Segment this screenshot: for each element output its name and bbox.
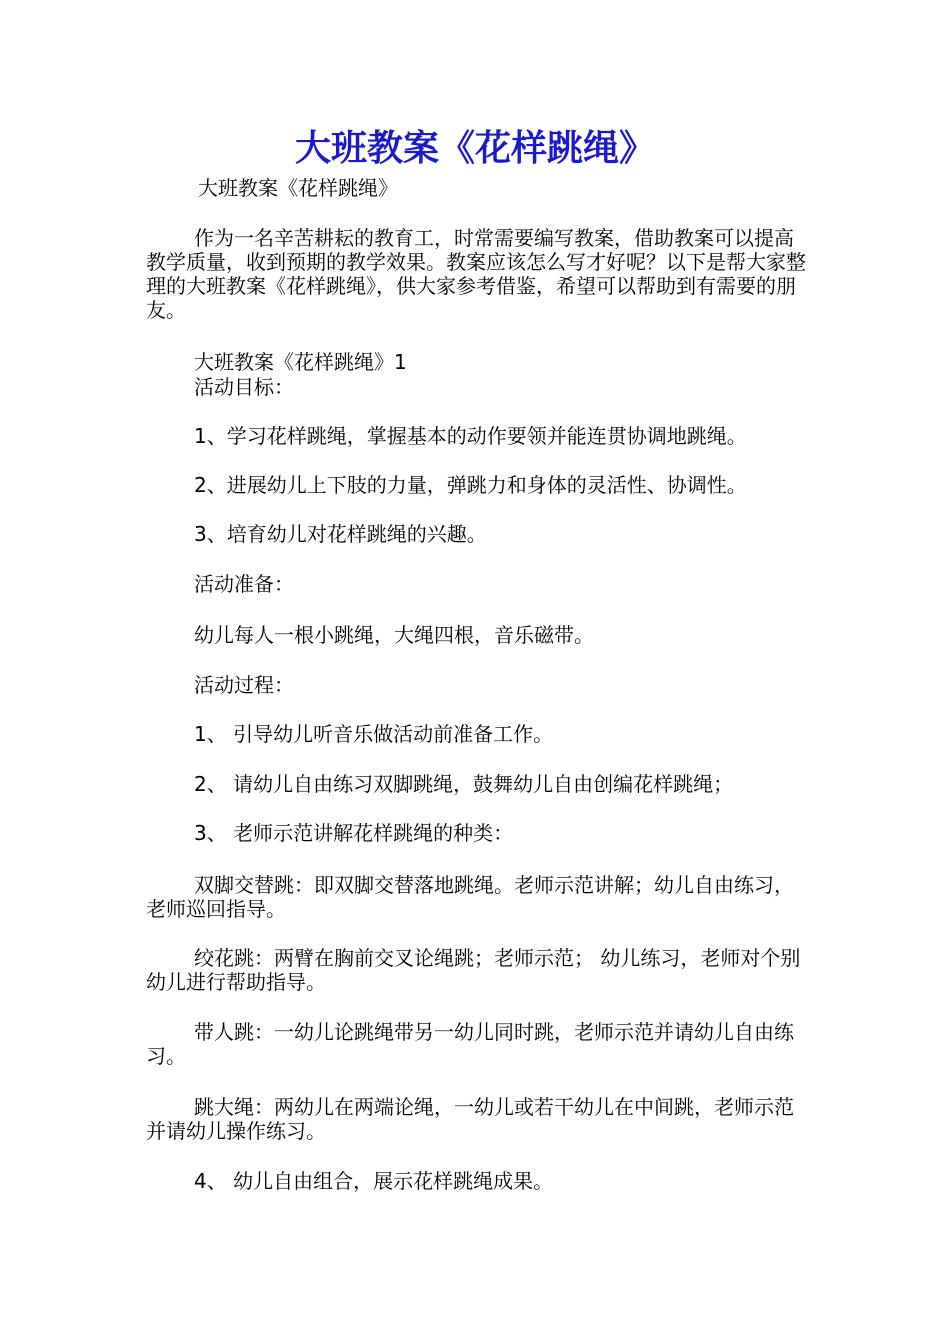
rope-type-1: 双脚交替跳：即双脚交替落地跳绳。老师示范讲解；幼儿自由练习，老师巡回指导。 xyxy=(146,873,794,921)
prep-text: 幼儿每人一根小跳绳，大绳四根，音乐磁带。 xyxy=(194,623,594,647)
goal-item-3: 3、培育幼儿对花样跳绳的兴趣。 xyxy=(194,522,487,546)
goals-heading: 活动目标： xyxy=(194,375,294,399)
subtitle: 大班教案《花样跳绳》 xyxy=(198,176,398,200)
intro-paragraph: 作为一名辛苦耕耘的教育工，时常需要编写教案，借助教案可以提高教学质量，收到预期的教学效果。教案应该怎么写才好呢？以下是帮大家整理的大班教案《花样跳绳》，供大家参考借鉴，希望可以帮助到有需要的朋友。 xyxy=(146,226,806,322)
goal-item-2: 2、进展幼儿上下肢的力量，弹跳力和身体的灵活性、协调性。 xyxy=(194,473,747,497)
rope-type-2: 绞花跳：两臂在胸前交叉论绳跳；老师示范； 幼儿练习，老师对个别幼儿进行帮助指导。 xyxy=(146,946,801,994)
rope-type-4: 跳大绳：两幼儿在两端论绳，一幼儿或若干幼儿在中间跳，老师示范并请幼儿操作练习。 xyxy=(146,1095,794,1143)
process-step-2: 2、 请幼儿自由练习双脚跳绳，鼓舞幼儿自由创编花样跳绳； xyxy=(194,772,734,796)
section-heading: 大班教案《花样跳绳》1 xyxy=(194,350,407,374)
process-step-4: 4、 幼儿自由组合，展示花样跳绳成果。 xyxy=(194,1169,554,1193)
process-heading: 活动过程： xyxy=(194,673,294,697)
process-step-1: 1、 引导幼儿听音乐做活动前准备工作。 xyxy=(194,722,554,746)
page-title: 大班教案《花样跳绳》 xyxy=(294,128,655,169)
prep-heading: 活动准备： xyxy=(194,572,294,596)
rope-type-3: 带人跳：一幼儿论跳绳带另一幼儿同时跳，老师示范并请幼儿自由练习。 xyxy=(146,1020,794,1068)
process-step-3: 3、 老师示范讲解花样跳绳的种类： xyxy=(194,821,514,845)
goal-item-1: 1、学习花样跳绳，掌握基本的动作要领并能连贯协调地跳绳。 xyxy=(194,424,747,448)
